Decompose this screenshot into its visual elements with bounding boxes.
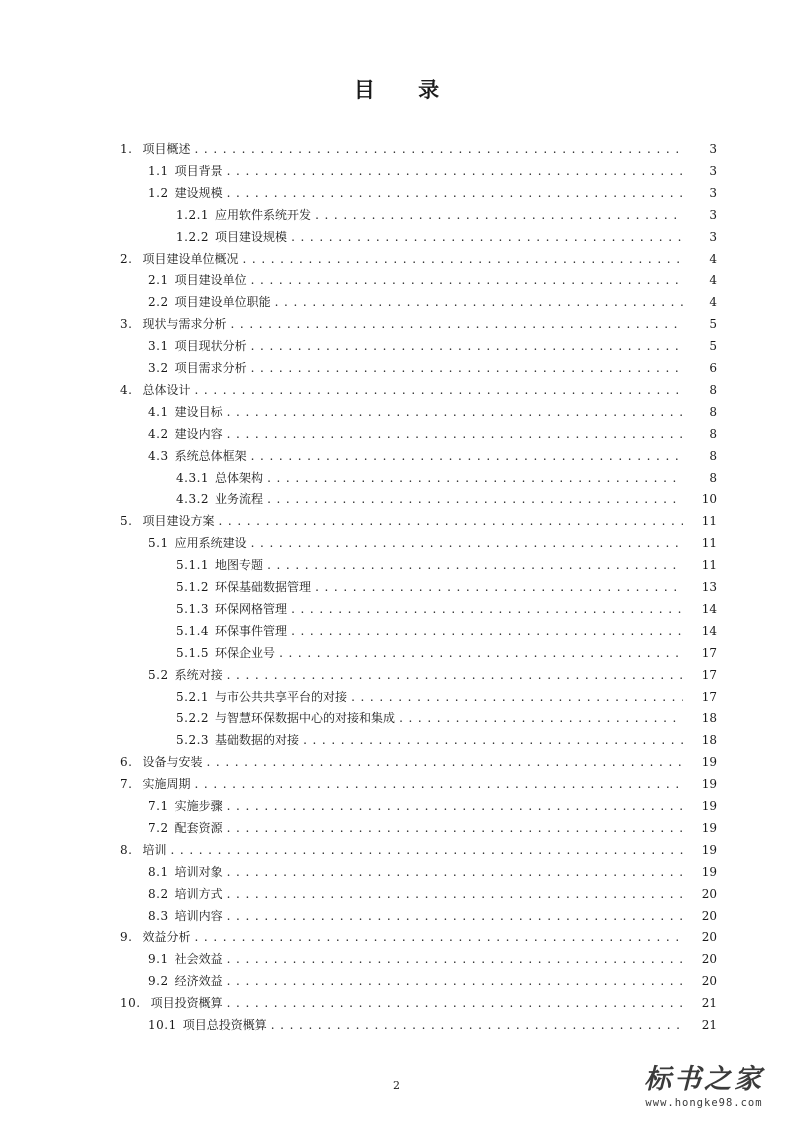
toc-entry-number: 8.2 [148,886,169,901]
toc-entry-title: 基础数据的对接 [215,733,300,748]
toc-entry-line [120,380,717,400]
toc-entry-page: 4 [709,251,717,266]
toc-entry-line [176,687,717,707]
toc-entry-title: 社会效益 [174,952,223,967]
toc-entry-title: 环保事件管理 [215,623,288,638]
toc-entry[interactable] [0,796,793,816]
toc-leader-dots [242,249,683,269]
toc-entry[interactable] [0,511,793,531]
toc-leader-dots [227,402,683,422]
toc-leader-dots [230,314,683,334]
toc-entry-line [120,249,717,269]
toc-entry-line [148,446,717,466]
toc-leader-dots [227,971,683,991]
watermark-url: www.hongke98.com [645,1097,763,1109]
toc-entry[interactable] [0,227,793,247]
page-title: 目 录 [353,77,458,102]
toc-entry-line [148,818,717,838]
toc-entry[interactable] [0,314,793,334]
toc-leader-dots [227,161,683,181]
toc-entry-title: 项目建设方案 [142,514,215,529]
toc-entry-number: 5.2.2 [176,711,210,726]
toc-entry-title: 环保网格管理 [215,601,288,616]
toc-leader-dots [227,906,683,926]
toc-entry-number: 4.1 [148,404,169,419]
toc-entry-page: 21 [701,996,717,1011]
toc-entry-title: 培训 [142,842,167,857]
toc-entry-page: 13 [701,580,717,594]
toc-entry-line [176,205,717,225]
toc-leader-dots [218,511,683,531]
toc-entry-line [176,708,717,728]
toc-entry-number: 5. [120,514,133,529]
toc-entry-number: 8.3 [148,908,169,923]
toc-entry-number: 1.2.1 [176,207,210,222]
toc-entry-number: 1.2 [148,185,169,200]
toc-entry-line [176,599,717,619]
toc-entry-page: 18 [701,711,717,726]
toc-entry[interactable] [0,577,793,597]
toc-entry-line [148,665,717,685]
toc-entry-page: 8 [709,404,717,419]
toc-leader-dots [251,533,683,553]
toc-entry-title: 培训内容 [174,908,223,923]
toc-entry-page: 20 [701,886,717,901]
toc-entry[interactable] [0,139,793,159]
toc-entry-title: 应用软件系统开发 [215,207,312,222]
toc-entry[interactable] [0,884,793,904]
toc-entry[interactable] [0,424,793,444]
toc-entry-line [148,1015,717,1035]
toc-entry-line [120,993,717,1013]
toc-entry-page: 6 [709,361,717,375]
toc-leader-dots [227,993,683,1013]
toc-entry[interactable] [0,205,793,225]
toc-entry-line [120,752,717,772]
toc-leader-dots [315,205,683,225]
toc-entry-title: 项目现状分析 [174,339,247,354]
toc-entry-page: 8 [709,470,717,485]
toc-entry-page: 14 [701,623,717,638]
toc-leader-dots [275,292,683,312]
toc-leader-dots [206,752,683,772]
toc-entry-page: 4 [709,273,717,288]
toc-entry-line [176,227,717,247]
toc-entry-page: 20 [701,930,717,945]
toc-entry-number: 9.2 [148,974,169,989]
toc-entry[interactable] [0,949,793,969]
toc-entry-title: 环保企业号 [215,645,276,660]
toc-entry[interactable] [0,993,793,1013]
toc-entry[interactable] [0,533,793,553]
toc-entry[interactable] [0,380,793,400]
toc-entry-line [148,533,717,553]
toc-entry[interactable] [0,818,793,838]
toc-entry[interactable] [0,971,793,991]
toc-entry-title: 项目总投资概算 [182,1018,267,1032]
toc-entry-page: 3 [709,142,717,156]
toc-entry-line [148,292,717,312]
toc-entry[interactable] [0,840,793,860]
toc-entry-page: 11 [701,558,717,573]
toc-entry-page: 11 [701,536,717,551]
toc-entry-line [148,796,717,816]
toc-entry[interactable] [0,358,793,378]
toc-entry-page: 5 [709,339,717,354]
toc-entry-title: 系统对接 [174,667,223,682]
watermark-brand: 标书之家 [644,1064,764,1095]
toc-entry[interactable] [0,906,793,926]
toc-leader-dots [271,1015,683,1035]
toc-leader-dots [227,183,683,203]
toc-entry-title: 环保基础数据管理 [215,580,312,594]
toc-entry-number: 1.2.2 [176,229,210,244]
toc-entry-title: 与智慧环保数据中心的对接和集成 [215,711,396,726]
toc-entry-title: 项目建设单位 [174,273,247,288]
toc-entry-title: 实施步骤 [174,799,223,813]
toc-entry[interactable] [0,270,793,290]
toc-entry-page: 19 [701,777,717,792]
toc-entry-title: 项目背景 [174,163,223,178]
toc-entry-title: 项目需求分析 [174,361,247,375]
toc-entry-number: 7. [120,777,133,792]
toc-entry-title: 业务流程 [215,492,264,507]
toc-entry-page: 19 [701,820,717,835]
toc-entry-number: 2.1 [148,273,169,288]
toc-entry-number: 4.3.1 [176,470,210,485]
toc-entry[interactable] [0,292,793,312]
toc-leader-dots [315,577,683,597]
toc-entry-title: 总体设计 [142,382,191,397]
toc-entry-number: 4. [120,382,133,397]
toc-leader-dots [279,643,683,663]
toc-entry-title: 配套资源 [174,820,223,835]
toc-entry-number: 9. [120,930,133,945]
toc-entry[interactable] [0,336,793,356]
toc-entry-line [176,489,717,509]
toc-entry-title: 项目投资概算 [150,996,223,1011]
toc-entry[interactable] [0,468,793,488]
toc-entry-number: 5.2 [148,667,169,682]
toc-entry-title: 经济效益 [174,974,223,989]
toc-entry-line [176,643,717,663]
toc-leader-dots [351,687,683,707]
toc-entry[interactable] [0,730,793,750]
toc-leader-dots [194,139,683,159]
toc-entry-line [148,884,717,904]
toc-entry-line [148,971,717,991]
toc-leader-dots [170,840,683,860]
toc-entry-number: 10. [120,996,141,1011]
toc-entry-line [148,183,717,203]
toc-entry[interactable] [0,599,793,619]
toc-entry-line [148,862,717,882]
toc-leader-dots [303,730,683,750]
toc-entry-page: 11 [701,514,717,529]
toc-entry-number: 5.1.4 [176,623,210,638]
toc-leader-dots [399,708,683,728]
toc-entry-number: 4.2 [148,426,169,441]
toc-entry-line [120,927,717,947]
toc-leader-dots [227,949,683,969]
toc-entry[interactable] [0,862,793,882]
toc-entry[interactable] [0,621,793,641]
toc-entry[interactable] [0,402,793,422]
toc-leader-dots [194,927,683,947]
toc-leader-dots [194,774,683,794]
toc-leader-dots [267,468,683,488]
toc-entry-number: 1.1 [148,163,169,178]
toc-entry-title: 项目建设规模 [215,229,288,244]
toc-entry-page: 21 [701,1018,717,1032]
toc-entry[interactable] [0,752,793,772]
toc-leader-dots [227,862,683,882]
toc-entry-line [120,139,717,159]
toc-entry-number: 5.1.1 [176,558,210,573]
toc-leader-dots [267,489,683,509]
toc-leader-dots [251,336,683,356]
toc-leader-dots [251,270,683,290]
toc-entry-page: 20 [701,952,717,967]
toc-entry-line [176,468,717,488]
toc-entry-number: 4.3.2 [176,492,210,507]
toc-entry-number: 5.1.5 [176,645,210,660]
toc-entry-number: 2. [120,251,133,266]
toc-entry-page: 19 [701,799,717,813]
toc-leader-dots [227,424,683,444]
toc-leader-dots [227,665,683,685]
toc-entry-title: 与市公共共享平台的对接 [215,689,348,704]
watermark-logo [629,1064,779,1114]
toc-entry-number: 9.1 [148,952,169,967]
toc-entry[interactable] [0,687,793,707]
toc-entry-page: 17 [701,689,717,704]
toc-entry-line [120,774,717,794]
toc-entry-number: 7.1 [148,799,169,813]
toc-entry-line [176,577,717,597]
toc-entry-title: 建设规模 [174,185,223,200]
toc-entry-title: 建设目标 [174,404,223,419]
toc-entry-number: 2.2 [148,295,169,310]
toc-leader-dots [227,884,683,904]
toc-leader-dots [251,446,683,466]
toc-entry-line [176,730,717,750]
toc-entry-number: 8. [120,842,133,857]
toc-entry-page: 8 [709,448,717,463]
toc-entry-title: 地图专题 [215,558,264,573]
toc-entry-page: 17 [701,645,717,660]
toc-entry-number: 5.2.1 [176,689,210,704]
toc-leader-dots [251,358,683,378]
toc-entry-title: 培训方式 [174,886,223,901]
toc-entry-number: 10.1 [148,1018,177,1032]
toc-leader-dots [291,599,683,619]
toc-entry-page: 5 [709,317,717,332]
toc-entry-title: 设备与安装 [142,755,203,770]
toc-entry[interactable] [0,249,793,269]
toc-entry-title: 项目建设单位概况 [142,251,239,266]
toc-entry-line [148,949,717,969]
toc-entry-line [148,336,717,356]
toc-entry[interactable] [0,643,793,663]
toc-entry-number: 6. [120,755,133,770]
toc-entry[interactable] [0,1015,793,1035]
toc-entry-line [148,402,717,422]
toc-entry-page: 10 [701,492,717,507]
toc-entry-number: 3.2 [148,361,169,375]
toc-entry-number: 7.2 [148,820,169,835]
toc-entry-line [176,555,717,575]
toc-entry-title: 项目建设单位职能 [174,295,271,310]
toc-entry-page: 3 [709,207,717,222]
toc-entry[interactable] [0,489,793,509]
toc-entry-line [176,621,717,641]
toc-entry[interactable] [0,927,793,947]
toc-entry-page: 3 [709,185,717,200]
toc-entry-title: 现状与需求分析 [142,317,227,332]
toc-entry-line [148,424,717,444]
toc-entry-line [148,161,717,181]
toc-entry[interactable] [0,665,793,685]
toc-entry-line [120,314,717,334]
toc-entry[interactable] [0,708,793,728]
toc-entry-title: 系统总体框架 [174,448,247,463]
toc-entry-page: 4 [709,295,717,310]
toc-leader-dots [291,227,683,247]
toc-entry-line [148,358,717,378]
toc-entry-page: 18 [701,733,717,748]
toc-entry[interactable] [0,555,793,575]
toc-entry[interactable] [0,183,793,203]
toc-entry-title: 总体架构 [215,470,264,485]
toc-entry-page: 19 [701,864,717,879]
toc-leader-dots [227,796,683,816]
toc-entry-number: 5.1.2 [176,580,210,594]
toc-entry[interactable] [0,161,793,181]
toc-entry-number: 5.1 [148,536,169,551]
toc-entry-page: 3 [709,163,717,178]
toc-entry-page: 3 [709,229,717,244]
toc-entry[interactable] [0,774,793,794]
toc-entry-number: 8.1 [148,864,169,879]
toc-entry-line [148,906,717,926]
toc-leader-dots [267,555,683,575]
toc-entry-page: 8 [709,426,717,441]
toc-entry-line [148,270,717,290]
toc-entry-page: 14 [701,601,717,616]
toc-entry-page: 8 [709,382,717,397]
toc-leader-dots [291,621,683,641]
toc-entry-number: 1. [120,142,133,156]
toc-entry-line [120,840,717,860]
toc-entry-number: 5.1.3 [176,601,210,616]
toc-entry-title: 建设内容 [174,426,223,441]
toc-entry-title: 培训对象 [174,864,223,879]
toc-entry-number: 5.2.3 [176,733,210,748]
toc-entry-number: 3. [120,317,133,332]
toc-entry-page: 19 [701,842,717,857]
toc-leader-dots [227,818,683,838]
toc-entry-page: 17 [701,667,717,682]
toc-entry-title: 项目概述 [142,142,191,156]
page-number: 2 [393,1079,400,1092]
toc-entry-page: 19 [701,755,717,770]
toc-entry-number: 4.3 [148,448,169,463]
toc-entry[interactable] [0,446,793,466]
toc-entry-title: 应用系统建设 [174,536,247,551]
toc-entry-line [120,511,717,531]
toc-entry-title: 效益分析 [142,930,191,945]
toc-entry-page: 20 [701,908,717,923]
toc-entry-number: 3.1 [148,339,169,354]
toc-leader-dots [194,380,683,400]
toc-entry-page: 20 [701,974,717,989]
toc-entry-title: 实施周期 [142,777,191,792]
